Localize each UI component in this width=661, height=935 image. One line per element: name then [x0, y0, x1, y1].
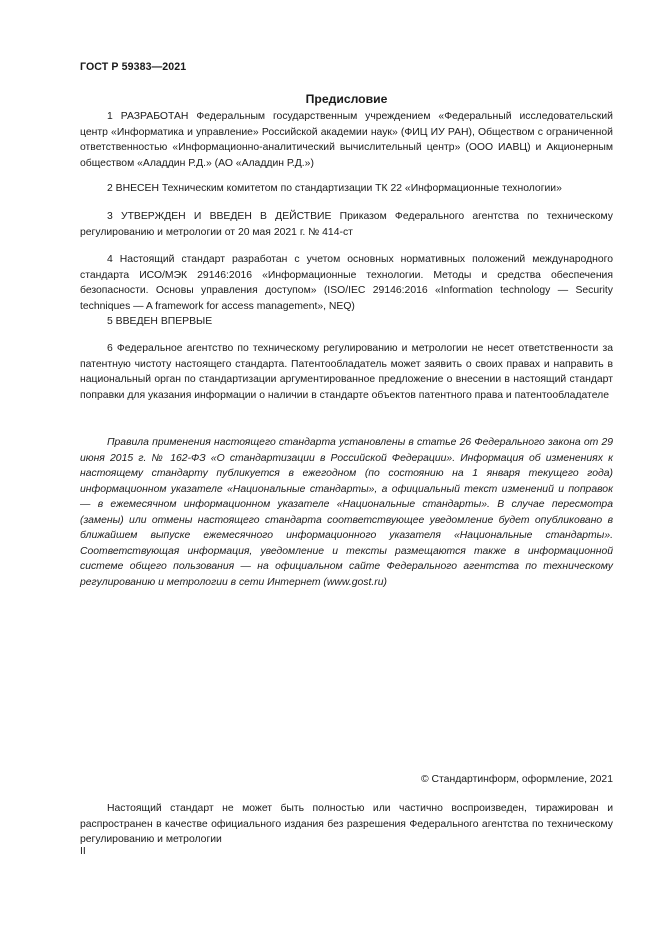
document-code: ГОСТ Р 59383—2021	[80, 61, 187, 73]
page-title: Предисловие	[305, 92, 388, 106]
page-number: II	[80, 846, 86, 857]
reproduction-notice: Настоящий стандарт не может быть полностью или частично воспроизведен, тиражирован и распространен в качестве официального издания без разрешения Федерального агентства по техническому регулированию и метрологии	[80, 803, 613, 845]
paragraph-introduced-by: 2 ВНЕСЕН Техническим комитетом по стандартизации ТК 22 «Информационные технологии»	[107, 183, 562, 194]
paragraph-based-on: 4 Настоящий стандарт разработан с учетом основных нормативных положений международного стандарта ИСО/МЭК 29146:2016 «Информационные технологии. Методы и средства обеспечения безопасности. Основы управления доступом» (ISO/IEC 29146:2016 «Information technology — Security techniques — A framework for access management», NEQ)	[80, 254, 613, 312]
paragraph-approved: 3 УТВЕРЖДЕН И ВВЕДЕН В ДЕЙСТВИЕ Приказом Федерального агентства по техническому регулированию и метрологии от 20 мая 2021 г. № 414-ст	[80, 211, 613, 238]
copyright-line: © Стандартинформ, оформление, 2021	[420, 774, 613, 785]
rules-of-application-note: Правила применения настоящего стандарта установлены в статье 26 Федерального закона от 29 июня 2015 г. № 162-ФЗ «О стандартизации в Российской Федерации». Информация об изменениях к настоящему стандарту публикуется в ежегодном (по состоянию на 1 января текущего года) информационном указателе «Национальные стандарты», а официальный текст изменений и поправок — в ежемесячном информационном указателе «Национальные стандарты». В случае пересмотра (замены) или отмены настоящего стандарта соответствующее уведомление будет опубликовано в ближайшем выпуске ежемесячного информационного указателя «Национальные стандарты». Соответствующая информация, уведомление и тексты размещаются также в информационной системе общего пользования — на официальном сайте Федерального агентства по техническому регулированию и метрологии в сети Интернет (www.gost.ru)	[80, 437, 613, 588]
paragraph-patent-notice: 6 Федеральное агентство по техническому регулированию и метрологии не несет ответственности за патентную чистоту настоящего стандарта. Патентообладатель может заявить о своих правах и направить в национальный орган по стандартизации аргументированное предложение о внесении в настоящий стандарт поправки для указания информации о наличии в стандарте объектов патентного права и патентообладателе	[80, 343, 613, 401]
paragraph-developed-by: 1 РАЗРАБОТАН Федеральным государственным учреждением «Федеральный исследовательский центр «Информатика и управление» Российской академии наук» (ФИЦ ИУ РАН), Обществом с ограниченной ответственностью «Информационно-аналитический вычислительный центр» (ООО ИАВЦ) и Акционерным обществом «Аладдин Р.Д.» (АО «Аладдин Р.Д.»)	[80, 111, 613, 169]
paragraph-first-introduced: 5 ВВЕДЕН ВПЕРВЫЕ	[107, 316, 213, 327]
